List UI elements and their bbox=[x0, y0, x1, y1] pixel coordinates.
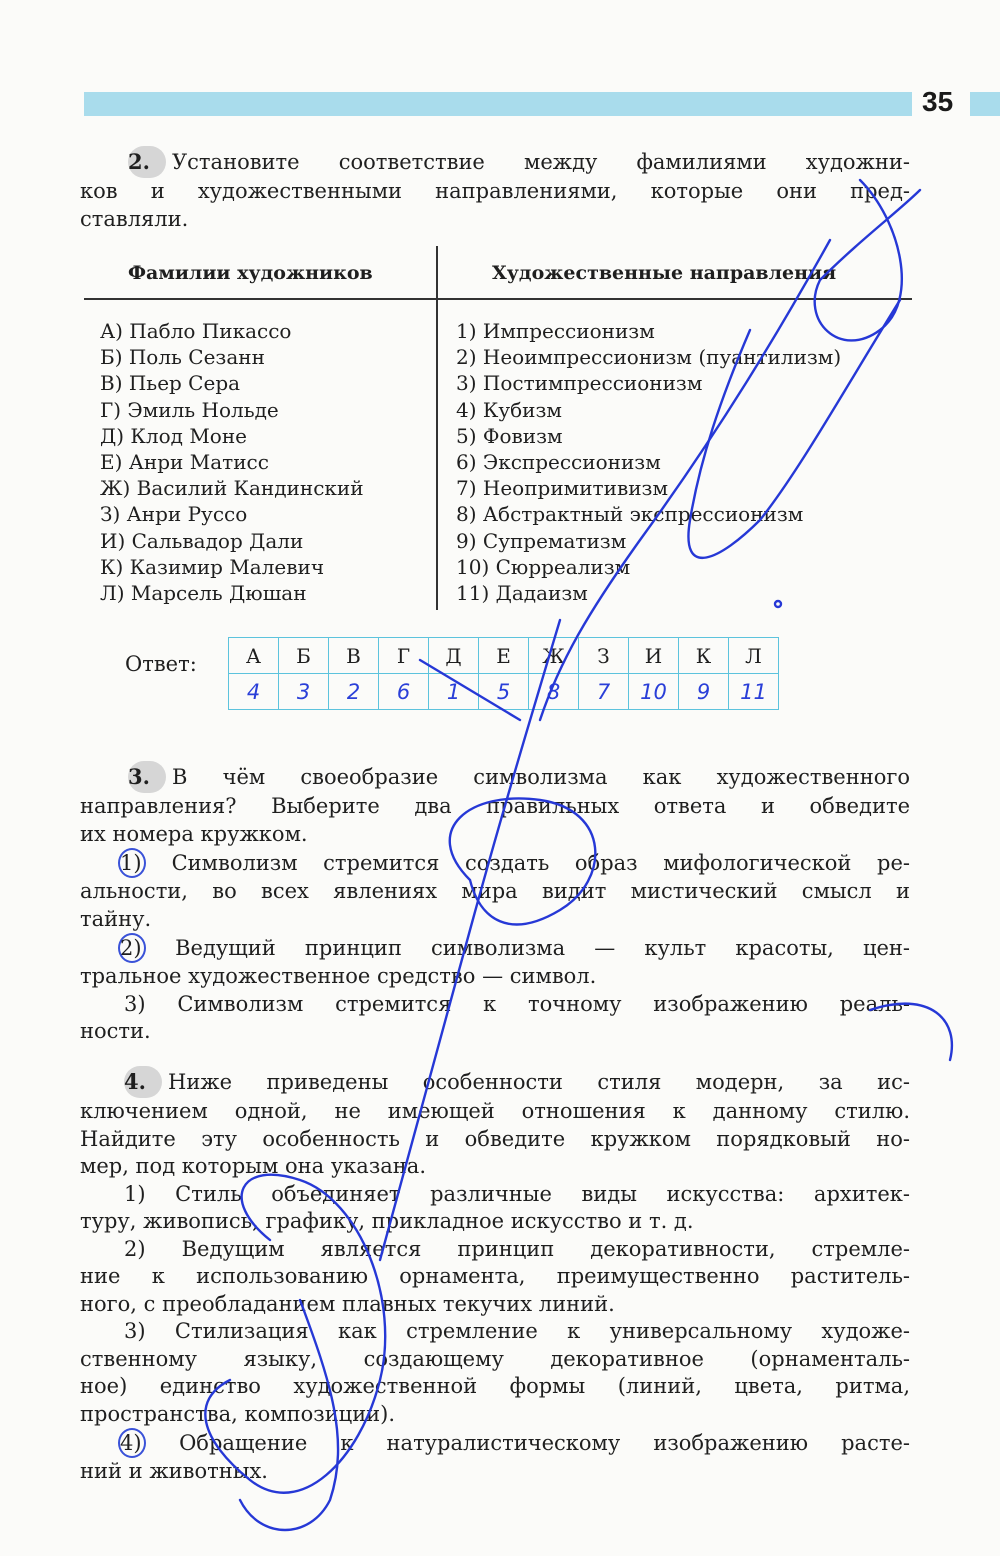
answer-letter: И bbox=[629, 638, 679, 674]
task2-line-2: ков и художественными направлениями, которые они пред- bbox=[80, 179, 910, 203]
list-item: К) Казимир Малевич bbox=[100, 554, 325, 579]
answer-cell[interactable]: 6 bbox=[379, 674, 429, 710]
task4-option-3-number[interactable]: 3) bbox=[124, 1319, 146, 1343]
answer-cell[interactable]: 8 bbox=[529, 674, 579, 710]
task4-option-3-line-4: пространства, композиции). bbox=[80, 1401, 396, 1426]
answer-letter: А bbox=[229, 638, 279, 674]
list-item: Г) Эмиль Нольде bbox=[100, 397, 279, 422]
list-item: 6) Экспрессионизм bbox=[456, 450, 661, 475]
task4-option-4-number[interactable]: 4) bbox=[118, 1428, 146, 1458]
answer-letter: К bbox=[679, 638, 729, 674]
task4-line-3: Найдите эту особенность и обведите кружком порядковый но- bbox=[80, 1126, 910, 1151]
scribble-loop-center bbox=[450, 798, 596, 924]
task3-option-1-line-1: Символизм стремится создать образ мифологической ре- bbox=[171, 851, 910, 875]
task4-option-3-line-1: Стилизация как стремление к универсальному художе- bbox=[174, 1319, 911, 1343]
task4-option-4-line-2: ний и животных. bbox=[80, 1459, 268, 1483]
answer-cell[interactable]: 9 bbox=[679, 674, 729, 710]
scribble-right-arc bbox=[870, 1004, 952, 1060]
page-number: 35 bbox=[922, 86, 954, 117]
task4-option-2-line-1: Ведущим является принцип декоративности, стремле- bbox=[181, 1236, 910, 1261]
task3-option-1-line-3: тайну. bbox=[80, 906, 152, 931]
task4-line-1: Ниже приведены особенности стиля модерн, за ис- bbox=[168, 1070, 910, 1094]
task4-option-3-line-2: ственному языку, создающему декоративное (орнаменталь- bbox=[80, 1346, 910, 1371]
col-header-movements: Художественные направления bbox=[492, 262, 837, 284]
list-item: 9) Супрематизм bbox=[456, 528, 627, 553]
answer-cell[interactable]: 11 bbox=[729, 674, 779, 710]
task4-option-1-number[interactable]: 1) bbox=[124, 1181, 146, 1206]
scribble-long-stroke bbox=[380, 620, 560, 1260]
col-header-artists: Фамилии художников bbox=[128, 262, 373, 284]
answer-cell[interactable]: 2 bbox=[329, 674, 379, 710]
answer-cell[interactable]: 4 bbox=[229, 674, 279, 710]
list-item: А) Пабло Пикассо bbox=[100, 319, 292, 343]
answer-cell[interactable]: 7 bbox=[579, 674, 629, 710]
pen-dot bbox=[775, 601, 781, 607]
answer-cell[interactable]: 3 bbox=[279, 674, 329, 710]
answer-letter: Г bbox=[379, 638, 429, 674]
scribble-bottom bbox=[240, 1300, 338, 1530]
answer-cell[interactable]: 5 bbox=[479, 674, 529, 710]
answer-letter: Е bbox=[479, 638, 529, 674]
task4-line-2: ключением одной, не имеющей отношения к данному стилю. bbox=[80, 1099, 910, 1123]
list-item: 10) Сюрреализм bbox=[456, 554, 631, 579]
answer-letter: В bbox=[329, 638, 379, 674]
task2-line-3: ставляли. bbox=[80, 206, 189, 231]
scribble-diagonal-mid bbox=[540, 240, 830, 720]
answer-letter: Л bbox=[729, 638, 779, 674]
task3-line-1: В чём своеобразие символизма как художественного bbox=[172, 765, 910, 789]
task3-option-1-line-2: альности, во всех явлениях мира видит мистический смысл и bbox=[80, 879, 910, 903]
list-item: 5) Фовизм bbox=[456, 423, 563, 448]
answer-cell[interactable]: 1 bbox=[429, 674, 479, 710]
list-item: Д) Клод Моне bbox=[100, 423, 248, 448]
task3-option-3-line-2: ности. bbox=[80, 1019, 151, 1043]
task3-option-2-number[interactable]: 2) bbox=[118, 933, 146, 963]
list-item: З) Анри Руссо bbox=[100, 502, 248, 527]
task4-line-4: мер, под которым она указана. bbox=[80, 1154, 426, 1178]
list-item: 8) Абстрактный экспрессионизм bbox=[456, 502, 804, 527]
scribble-top-right bbox=[815, 180, 920, 340]
task4-option-2-line-3: ного, с преобладанием плавных текучих линий. bbox=[80, 1291, 615, 1316]
task3-option-3-number[interactable]: 3) bbox=[124, 991, 146, 1016]
list-item: В) Пьер Сера bbox=[100, 371, 241, 396]
answer-cell[interactable]: 10 bbox=[629, 674, 679, 710]
answer-letter: Д bbox=[429, 638, 479, 674]
task4-option-2-line-2: ние к использованию орнамента, преимущественно раститель- bbox=[80, 1264, 910, 1288]
task2-line-1: Установите соответствие между фамилиями художни- bbox=[172, 150, 910, 174]
task3-option-1-number[interactable]: 1) bbox=[118, 848, 146, 878]
task4-option-2-number[interactable]: 2) bbox=[124, 1236, 146, 1261]
task4-number: 4. bbox=[124, 1066, 162, 1098]
answer-label: Ответ: bbox=[125, 652, 197, 676]
answer-letter: З bbox=[579, 638, 629, 674]
list-item: Е) Анри Матисс bbox=[100, 450, 269, 475]
task2-number: 2. bbox=[128, 146, 166, 178]
list-item: 3) Постимпрессионизм bbox=[456, 371, 703, 396]
list-item: 11) Дадаизм bbox=[456, 581, 588, 606]
list-item: 7) Неопримитивизм bbox=[456, 476, 669, 501]
task4-option-1-line-2: туру, живопись, графику, прикладное искусство и т. д. bbox=[80, 1209, 694, 1233]
task4-option-1-line-1: Стиль объединяет различные виды искусства: архитек- bbox=[175, 1181, 910, 1206]
list-item: 2) Неоимпрессионизм (пуантилизм) bbox=[456, 345, 842, 370]
task3-number: 3. bbox=[128, 761, 166, 793]
list-item: И) Сальвадор Дали bbox=[100, 528, 304, 553]
scribble-crossline bbox=[420, 660, 520, 720]
task3-option-2-line-1: Ведущий принцип символизма — культ красоты, цен- bbox=[175, 936, 910, 960]
answer-letter: Ж bbox=[529, 638, 579, 674]
scribble-lower-left bbox=[205, 1175, 385, 1493]
task3-option-3-line-1: Символизм стремится к точному изображению реаль- bbox=[177, 991, 910, 1016]
task4-option-4-line-1: Обращение к натуралистическому изображению расте- bbox=[179, 1431, 910, 1455]
list-item: Б) Поль Сезанн bbox=[100, 345, 265, 370]
scribble-diagonal-upper bbox=[688, 300, 900, 558]
task3-line-2: направления? Выберите два правильных ответа и обведите bbox=[80, 794, 910, 818]
task3-line-3: их номера кружком. bbox=[80, 821, 308, 846]
list-item: 1) Импрессионизм bbox=[456, 319, 655, 343]
task4-option-3-line-3: ное) единство художественной формы (линий, цвета, ритма, bbox=[80, 1374, 910, 1398]
task3-option-2-line-2: тральное художественное средство — символ. bbox=[80, 964, 597, 988]
list-item: Ж) Василий Кандинский bbox=[100, 476, 364, 501]
answer-letter: Б bbox=[279, 638, 329, 674]
list-item: Л) Марсель Дюшан bbox=[100, 581, 307, 606]
list-item: 4) Кубизм bbox=[456, 397, 562, 422]
